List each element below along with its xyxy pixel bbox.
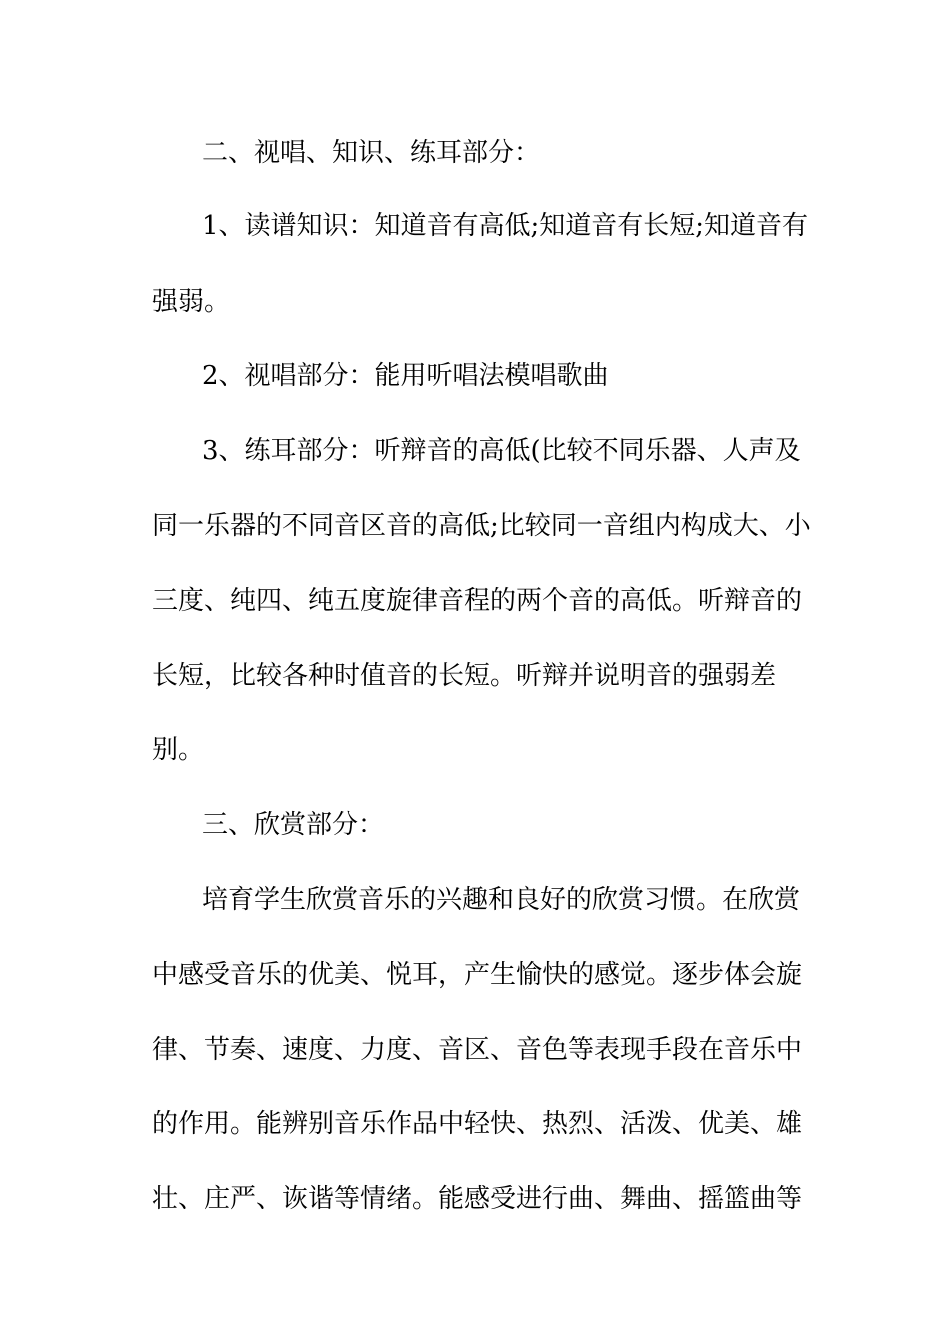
paragraph-line: 律、节奏、速度、力度、音区、音色等表现手段在音乐中 [152,1035,803,1065]
paragraph-line: 1、读谱知识：知道音有高低;知道音有长短;知道音有 [202,211,809,241]
paragraph-line: 3、练耳部分：听辩音的高低(比较不同乐器、人声及 [202,436,801,466]
section-heading-appreciation: 三、欣赏部分： [202,810,385,840]
paragraph-line: 培育学生欣赏音乐的兴趣和良好的欣赏习惯。在欣赏 [202,885,801,915]
paragraph-line: 别。 [152,735,205,765]
paragraph-line: 中感受音乐的优美、悦耳，产生愉快的感觉。逐步体会旋 [152,960,803,990]
paragraph-line: 2、视唱部分：能用听唱法模唱歌曲 [202,361,609,391]
section-heading-sight-singing: 二、视唱、知识、练耳部分： [202,138,541,168]
paragraph-line: 壮、庄严、诙谐等情绪。能感受进行曲、舞曲、摇篮曲等 [152,1184,803,1214]
paragraph-line: 的作用。能辨别音乐作品中轻快、热烈、活泼、优美、雄 [152,1109,803,1139]
paragraph-line: 同一乐器的不同音区音的高低;比较同一音组内构成大、小 [152,511,811,541]
paragraph-line: 三度、纯四、纯五度旋律音程的两个音的高低。听辩音的 [152,586,803,616]
paragraph-line: 强弱。 [152,287,231,317]
paragraph-line: 长短，比较各种时值音的长短。听辩并说明音的强弱差 [152,661,777,691]
